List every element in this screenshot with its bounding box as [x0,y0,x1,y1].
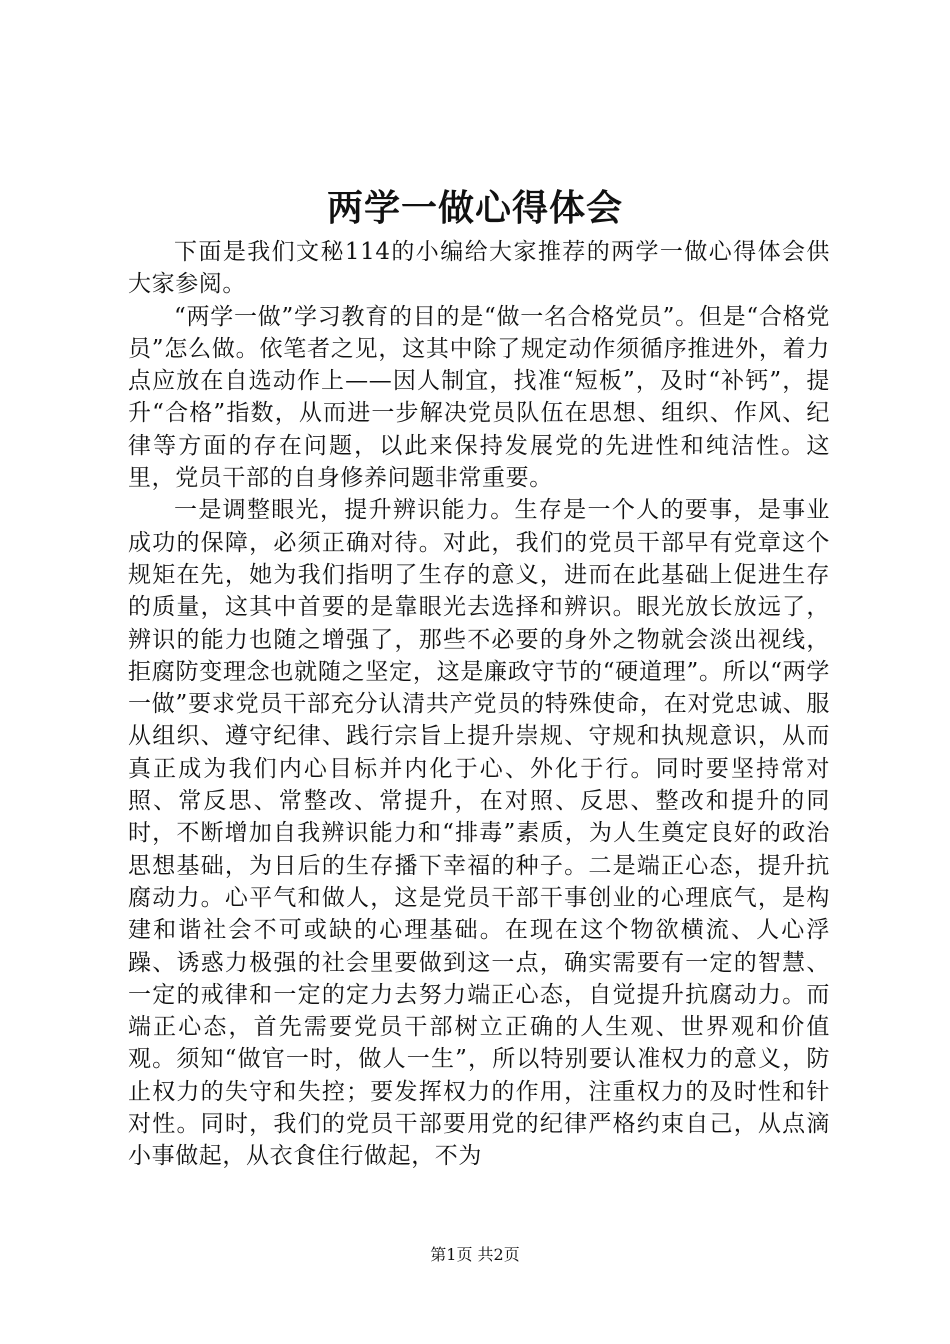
page-footer: 第1页 共2页 [430,1245,520,1264]
document-body [128,236,830,1173]
paragraph-main: 一是调整眼光，提升辨识能力。生存是一个人的要事，是事业成功的保障，必须正确对待。对此，我们的党员干部早有党章这个规矩在先，她为我们指明了生存的意义，进而在此基础上促进生存的质量，这其中首要的是靠眼光去选择和辨识。眼光放长放远了，辨识的能力也随之增强了，那些不必要的身外之物就会淡出视线，拒腐防变理念也就随之坚定，这是廉政守节的“硬道理”。所以“两学一做”要求党员干部充分认清共产党员的特殊使命，在对党忠诚、服从组织、遵守纪律、践行宗旨上提升崇规、守规和执规意识，从而真正成为我们内心目标并内化于心、外化于行。同时要坚持常对照、常反思、常整改、常提升，在对照、反思、整改和提升的同时，不断增加自我辨识能力和“排毒”素质，为人生奠定良好的政治思想基础，为日后的生存播下幸福的种子。二是端正心态，提升抗腐动力。心平气和做人，这是党员干部干事创业的心理底气，是构建和谐社会不可或缺的心理基础。在现在这个物欲横流、人心浮躁、诱惑力极强的社会里要做到这一点，确实需要有一定的智慧、一定的戒律和一定的定力去努力端正心态，自觉提升抗腐动力。而端正心态，首先需要党员干部树立正确的人生观、世界观和价值观。须知“做官一时，做人一生”，所以特别要认准权力的意义，防止权力的失守和失控；要发挥权力的作用，注重权力的及时性和针对性。同时，我们的党员干部要用党的纪律严格约束自己，从点滴小事做起，从衣食住行做起，不为 [128,497,830,1170]
document-title: 两学一做心得体会 [326,187,623,229]
paragraph-intro: 下面是我们文秘114的小编给大家推荐的两学一做心得体会供大家参阅。 [128,239,830,298]
paragraph-purpose: “两学一做”学习教育的目的是“做一名合格党员”。但是“合格党员”怎么做。依笔者之见，这其中除了规定动作须循序推进外，着力点应放在自选动作上——因人制宜，找准“短板”，及时“补钙”，提升“合格”指数，从而进一步解决党员队伍在思想、组织、作风、纪律等方面的存在问题，以此来保持发展党的先进性和纯洁性。这里，党员干部的自身修养问题非常重要。 [128,303,830,492]
